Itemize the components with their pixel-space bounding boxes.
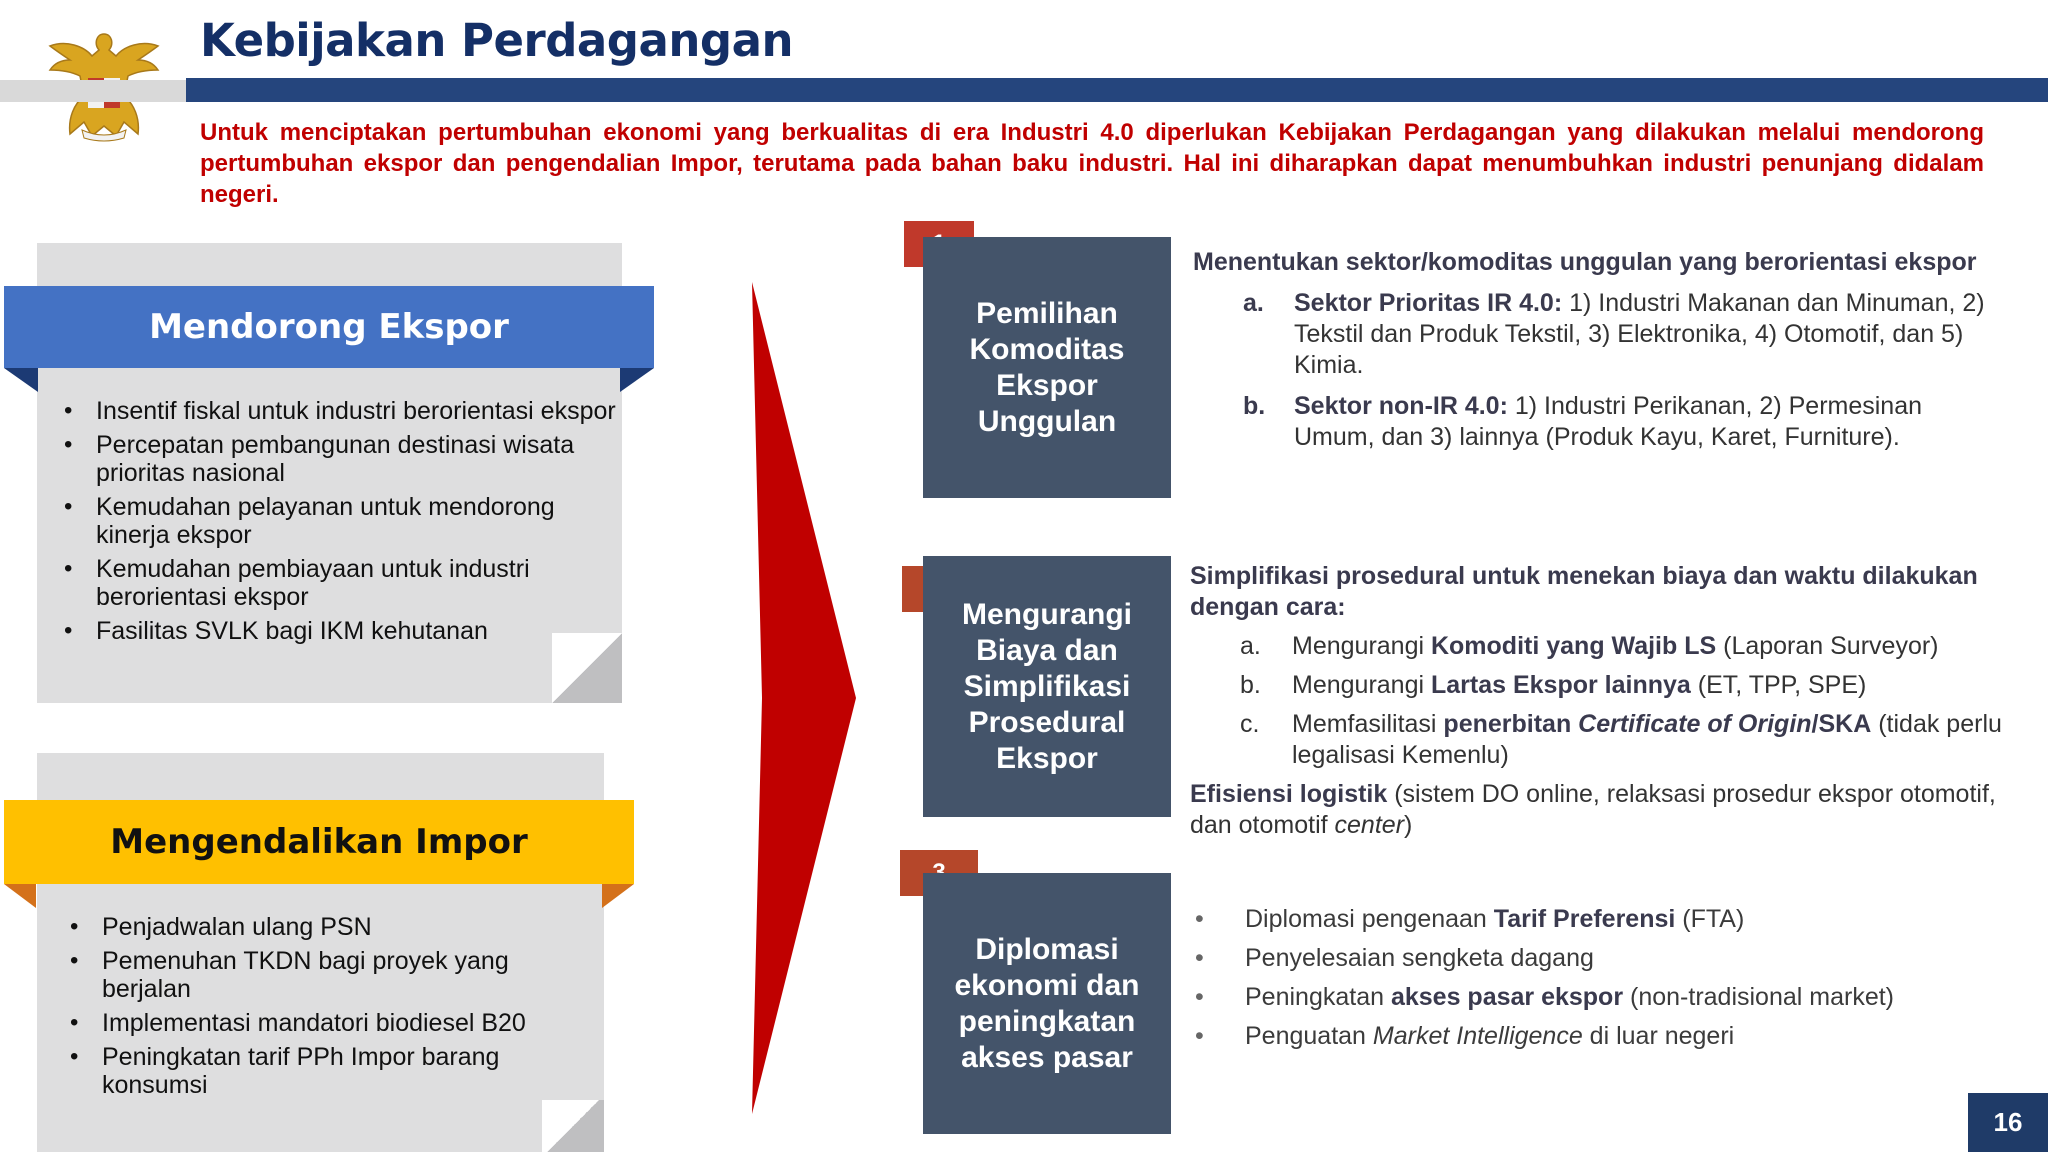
impor-ribbon: Mengendalikan Impor (4, 800, 634, 884)
ekspor-ribbon-fold-right (620, 368, 654, 392)
strategy-box-1: Pemilihan Komoditas Ekspor Unggulan (923, 237, 1171, 498)
strategy-box-2: Mengurangi Biaya dan Simplifikasi Prosedural Ekspor (923, 556, 1171, 817)
ekspor-ribbon: Mendorong Ekspor (4, 286, 654, 368)
page-title: Kebijakan Perdagangan (200, 14, 794, 67)
page-number: 16 (1968, 1093, 2048, 1152)
list-item: • Penjadwalan ulang PSN (70, 913, 570, 941)
list-item: a. Mengurangi Komoditi yang Wajib LS (Laporan Surveyor) (1240, 632, 1939, 660)
list-item: • Peningkatan tarif PPh Impor barang konsumsi (70, 1043, 570, 1099)
header-bar (186, 78, 2048, 102)
impor-page-fold (542, 1100, 604, 1152)
list-item: • Fasilitas SVLK bagi IKM kehutanan (64, 617, 624, 645)
list-item: • Pemenuhan TKDN bagi proyek yang berjalan (70, 947, 570, 1003)
strategy-heading: Simplifikasi prosedural untuk menekan biaya dan waktu dilakukan dengan cara: (1190, 562, 1978, 621)
list-item: • Kemudahan pembiayaan untuk industri berorientasi ekspor (64, 555, 624, 611)
strategy-sublist (1193, 288, 1993, 453)
header-bar-gray (0, 80, 186, 102)
strategy-detail-1 (1193, 247, 1993, 453)
intro-text: Untuk menciptakan pertumbuhan ekonomi yang berkualitas di era Industri 4.0 diperlukan Kebijakan Perdagangan yang dilakukan melalui mendorong pertumbuhan ekspor dan pengendalian Impor, terutama pada bahan baku industri. Hal ini diharapkan dapat menumbuhkan industri penunjang didalam negeri. (200, 119, 1984, 208)
list-item: b. Sektor non-IR 4.0: 1) Industri Perikanan, 2) Permesinan Umum, dan 3) lainnya (Produk Kayu, Karet, Furniture). (1243, 392, 1923, 451)
list-item: • Diplomasi pengenaan Tarif Preferensi (FTA) (1193, 900, 2013, 939)
logistics-note: Efisiensi logistik (sistem DO online, relaksasi prosedur ekspor otomotif, dan otomotif center) (1190, 780, 1996, 839)
impor-ribbon-fold-right (602, 884, 634, 908)
list-item: c. Memfasilitasi penerbitan Certificate of Origin/SKA (tidak perlu legalisasi Kemenlu) (1240, 710, 2002, 769)
ekspor-list (64, 397, 624, 651)
list-item: • Insentif fiskal untuk industri berorientasi ekspor (64, 397, 624, 425)
strategy-sublist (1190, 631, 2020, 771)
impor-ribbon-fold-left (4, 884, 36, 908)
red-arrow-shape (748, 282, 858, 1114)
list-item: a. Sektor Prioritas IR 4.0: 1) Industri Makanan dan Minuman, 2) Tekstil dan Produk Tekstil, 3) Elektronika, 4) Otomotif, dan 5) Kimia. (1243, 289, 1985, 379)
strategy-heading: Menentukan sektor/komoditas unggulan yang berorientasi ekspor (1193, 248, 1977, 276)
strategy-detail-2 (1190, 561, 2020, 841)
list-item: • Percepatan pembangunan destinasi wisata prioritas nasional (64, 431, 624, 487)
list-item: • Penguatan Market Intelligence di luar negeri (1193, 1017, 2013, 1056)
list-item: • Kemudahan pelayanan untuk mendorong kinerja ekspor (64, 493, 624, 549)
strategy-detail-3 (1193, 900, 2013, 1056)
strategy-box-3: Diplomasi ekonomi dan peningkatan akses pasar (923, 873, 1171, 1134)
impor-list (70, 913, 570, 1105)
list-item: b. Mengurangi Lartas Ekspor lainnya (ET, TPP, SPE) (1240, 671, 1867, 699)
list-item: • Implementasi mandatori biodiesel B20 (70, 1009, 570, 1037)
list-item: • Peningkatan akses pasar ekspor (non-tradisional market) (1193, 978, 2013, 1017)
list-item: • Penyelesaian sengketa dagang (1193, 939, 2013, 978)
ekspor-ribbon-fold-left (4, 368, 38, 392)
